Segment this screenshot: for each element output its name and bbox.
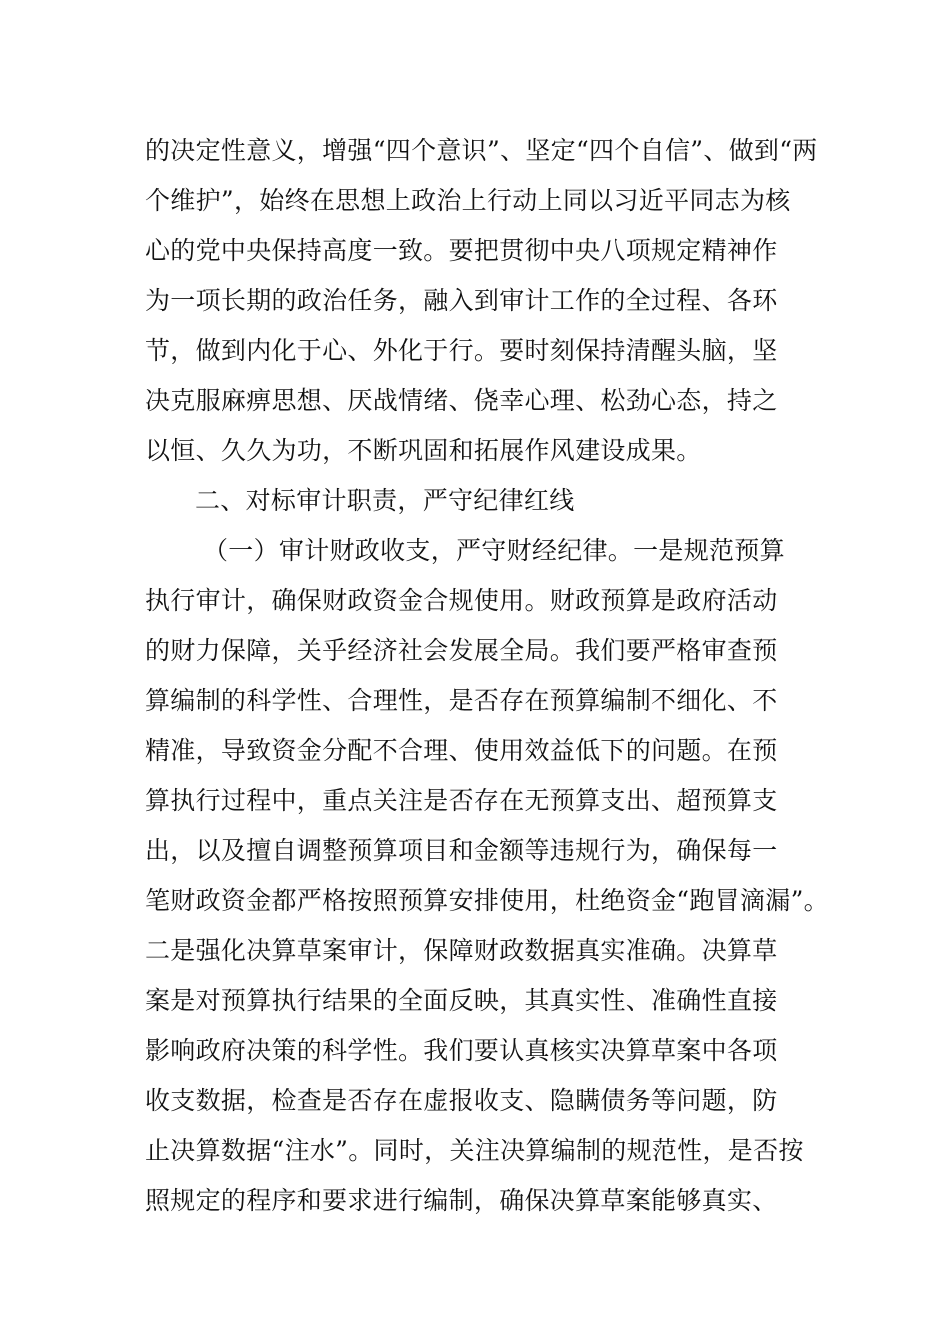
document-body (145, 126, 845, 1226)
paragraph-line: 为一项长期的政治任务，融入到审计工作的全过程、各环 (145, 286, 778, 315)
paragraph-line: 算执行过程中，重点关注是否存在无预算支出、超预算支 (145, 786, 778, 815)
paragraph-line: 心的党中央保持高度一致。要把贯彻中央八项规定精神作 (145, 236, 778, 265)
paragraph-line: 案是对预算执行结果的全面反映，其真实性、准确性直接 (145, 986, 778, 1015)
paragraph-line: 影响政府决策的科学性。我们要认真核实决算草案中各项 (145, 1036, 778, 1065)
paragraph-line: 笔财政资金都严格按照预算安排使用，杜绝资金“跑冒滴漏”。 (145, 886, 829, 915)
paragraph-line: 以恒、久久为功，不断巩固和拓展作风建设成果。 (145, 436, 702, 465)
paragraph-line: 二是强化决算草案审计，保障财政数据真实准确。决算草 (145, 936, 778, 965)
section-heading: 二、对标审计职责，严守纪律红线 (195, 486, 575, 515)
paragraph-line: 决克服麻痹思想、厌战情绪、侥幸心理、松劲心态，持之 (145, 386, 778, 415)
paragraph-line: 照规定的程序和要求进行编制，确保决算草案能够真实、 (145, 1186, 778, 1215)
paragraph-line: 精准，导致资金分配不合理、使用效益低下的问题。在预 (145, 736, 778, 765)
paragraph-line: 出，以及擅自调整预算项目和金额等违规行为，确保每一 (145, 836, 778, 865)
paragraph-line: 止决算数据“注水”。同时，关注决算编制的规范性，是否按 (145, 1136, 804, 1165)
paragraph-line: 算编制的科学性、合理性，是否存在预算编制不细化、不 (145, 686, 778, 715)
paragraph-line: 的财力保障，关乎经济社会发展全局。我们要严格审查预 (145, 636, 778, 665)
paragraph-line: 收支数据，检查是否存在虚报收支、隐瞒债务等问题，防 (145, 1086, 778, 1115)
paragraph-line: 个维护”，始终在思想上政治上行动上同以习近平同志为核 (145, 186, 791, 215)
paragraph-line: 执行审计，确保财政资金合规使用。财政预算是政府活动 (145, 586, 778, 615)
paragraph-line: 的决定性意义，增强“四个意识”、坚定“四个自信”、做到“两 (145, 136, 818, 165)
paragraph-line: 节，做到内化于心、外化于行。要时刻保持清醒头脑，坚 (145, 336, 778, 365)
subsection-heading: （一）审计财政收支，严守财经纪律。一是规范预算 (203, 536, 785, 565)
